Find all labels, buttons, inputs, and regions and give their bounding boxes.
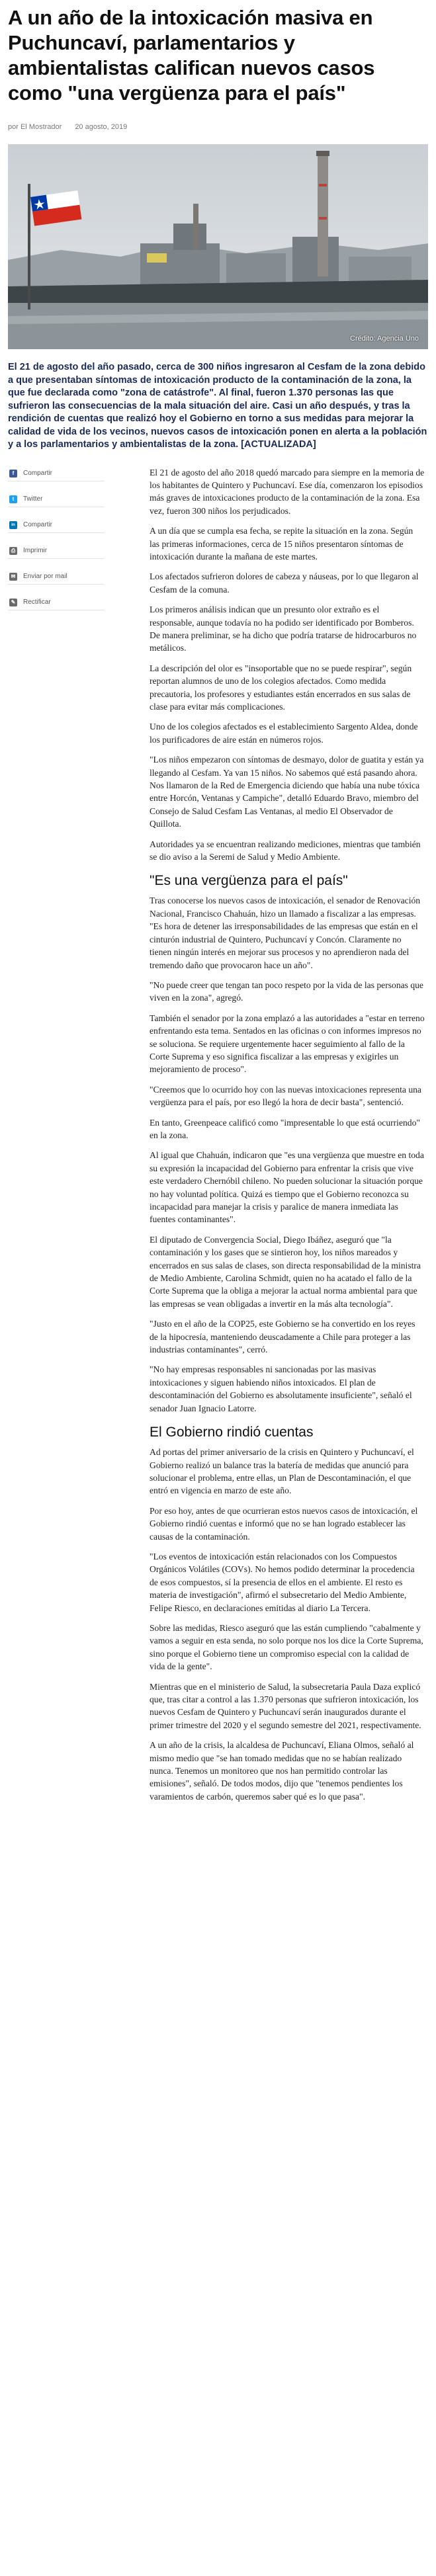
body-paragraph: Los primeros análisis indican que un presunto olor extraño es el responsable, aunque todavía no ha podido ser identificado por Bomberos. De manera preliminar, se ha dicho que podría tratarse de hidrocarburos no metálicos. — [150, 604, 417, 653]
share-item-linkedin[interactable] — [8, 518, 105, 533]
share-label: Twitter — [23, 495, 43, 503]
body-paragraph: Al igual que Chahuán, indicaron que "es una vergüenza que muestre en toda su expresión la incapacidad del Gobierno para enfrentar la crisis que vive este verdadero Chernóbil chileno. No pueden solucionar la situación porque no hay voluntad política. Quizá es tiempo que el Gobierno reconozca su incapacidad para manejar la crisis y paralice de manera inmediata las fuentes contaminantes". — [150, 1150, 424, 1225]
body-paragraph: El diputado de Convergencia Social, Diego Ibáñez, aseguró que "la contaminación y los gases que se sintieron hoy, los niños mareados y encerrados en sus salas de clases, son directa responsabilidad de la ministra de Medio Ambiente, Carolina Schmidt, quien no ha acatado el fallo de la Corte Suprema que la obliga a mejorar la actual norma ambiental para que las empresas se vean obligadas a invertir en la más alta tecnología". — [150, 1234, 421, 1309]
content-area — [0, 466, 436, 1804]
body-paragraph: El 21 de agosto del año 2018 quedó marcado para siempre en la memoria de los habitantes de Quintero y Puchuncaví. Ese día, comenzaron los episodios más graves de intoxicaciones producto de la contaminación de la zona. Esa vez, fueron 300 niños los perjudicados. — [150, 467, 425, 516]
share-label: Imprimir — [23, 547, 48, 554]
body-paragraph: Los afectados sufrieron dolores de cabeza y náuseas, por lo que llegaron al Cesfam de la comuna. — [150, 571, 419, 595]
body-paragraph: A un año de la crisis, la alcaldesa de Puchuncaví, Eliana Olmos, señaló al mismo medio que "se han tomado medidas que no se habían realizado nunca. Tenemos un monitoreo que nos han permitido controlar las emisiones", señaló. De todos modos, dijo que "tenemos pendientes los varamientos de carbón, queremos saber qué es lo que pasa". — [150, 1740, 414, 1802]
body-paragraph: En tanto, Greenpeace calificó como "impresentable lo que está ocurriendo" en la zona. — [150, 1117, 420, 1140]
mail-icon: ✉ — [9, 573, 17, 581]
share-sidebar — [8, 466, 105, 621]
byline-date: 20 agosto, 2019 — [75, 123, 128, 131]
lead-paragraph: El 21 de agosto del año pasado, cerca de 300 niños ingresaron al Cesfam de la zona debido a que presentaban síntomas de intoxicación producto de la contaminación de la zona, la que fue declarada como "zona de catástrofe". Al final, fueron 1.370 personas las que sufrieron las consecuencias de la mala situación del aire. Casi un año después, y tras la rendición de cuentas que realizó hoy el Gobierno en torno a sus medidas para mejorar la calidad de vida de los vecinos, nuevos casos de intoxicación ponen en alerta a la población y a los parlamentarios y ambientalistas de la zona. [ACTUALIZADA] — [8, 362, 427, 450]
body-paragraph: "Los eventos de intoxicación están relacionados con los Compuestos Orgánicos Volátiles (COVs). No hemos podido determinar la procedencia de esos compuestos, sí la presencia de ellos en el ambiente. El resto es materia de investigación", afirmó el subsecretario del Medio Ambiente, Felipe Riesco, en declaraciones emitidas al diario La Tercera. — [150, 1551, 415, 1613]
byline — [8, 123, 428, 131]
body-paragraph: Ad portas del primer aniversario de la crisis en Quintero y Puchuncaví, el Gobierno realizó un balance tras la batería de medidas que anunció para solucionar el problema, entre ellas, un Plan de Descontaminación, el que entró en vigencia en marzo de este año. — [150, 1447, 414, 1496]
share-label: Enviar por mail — [23, 573, 67, 580]
body-paragraph: Por eso hoy, antes de que ocurrieran estos nuevos casos de intoxicación, el Gobierno rindió cuentas e informó que no se han logrado establecer las causas de la contaminación. — [150, 1505, 418, 1542]
body-paragraph: "No puede creer que tengan tan poco respeto por la vida de las personas que viven en la zona", agregó. — [150, 979, 423, 1003]
body-paragraph: La descripción del olor es "insoportable que no se puede respirar", según reportan alumnos de uno de los colegios afectados. Como medida precautoria, los profesores y estudiantes están encerrados en sus salas de clase para evitar más complicaciones. — [150, 663, 412, 712]
article-title: A un año de la intoxicación masiva en Puchuncaví, parlamentarios y ambientalistas califican nuevos casos como "una vergüenza para el país" — [8, 6, 375, 104]
hero-image-photo — [8, 144, 428, 349]
article-body — [150, 466, 425, 1804]
share-label: Rectificar — [23, 599, 51, 606]
facebook-icon: f — [9, 470, 17, 478]
body-paragraph: Uno de los colegios afectados es el establecimiento Sargento Aldea, donde los purificadores de aire están en números rojos. — [150, 722, 418, 745]
share-item-mail[interactable] — [8, 569, 105, 585]
image-credit: Crédito: Agencia Uno — [350, 335, 419, 343]
body-paragraph: A un día que se cumpla esa fecha, se repite la situación en la zona. Según las primeras informaciones, cerca de 15 niños presentaron síntomas de intoxicación durante la mañana de este martes. — [150, 526, 414, 561]
share-item-print[interactable] — [8, 544, 105, 559]
print-icon: ⎙ — [9, 547, 17, 555]
byline-author[interactable]: por El Mostrador — [8, 123, 62, 131]
share-label: Compartir — [23, 470, 52, 477]
share-item-rectify[interactable] — [8, 595, 105, 610]
hero-image — [8, 144, 428, 349]
share-item-facebook[interactable] — [8, 466, 105, 481]
body-paragraph: "No hay empresas responsables ni sancionadas por las masivas intoxicaciones y siguen habiendo niños intoxicados. El plan de descontaminación del Gobierno es absolutamente insuficiente", señaló el senador Juan Ignacio Latorre. — [150, 1364, 412, 1413]
linkedin-icon: in — [9, 521, 17, 529]
body-paragraph: "Justo en el año de la COP25, este Gobierno se ha convertido en los reyes de la hipocresía, manteniendo deuscadamente a Chile para proteger a las industrias contaminantes", cerró. — [150, 1319, 415, 1355]
twitter-icon: t — [9, 495, 17, 503]
body-paragraph: Autoridades ya se encuentran realizando mediciones, mientras que también se dio aviso a la Seremi de Salud y Medio Ambiente. — [150, 839, 421, 862]
share-item-twitter[interactable] — [8, 492, 105, 507]
body-paragraph: "Los niños empezaron con síntomas de desmayo, dolor de guatita y están ya llegando al Cesfam. Ya van 15 niños. No sabemos qué está pasando ahora. Nos llamaron de la Red de Emergencia diciendo que había una nube tóxica entre Horcón, Ventanas y Campiche", detalló Eduardo Bravo, miembro del Consejo de Salud Cesfam Las Ventanas, al medio El Observador de Quillota. — [150, 755, 424, 829]
edit-icon: ✎ — [9, 599, 17, 606]
section-heading: El Gobierno rindió cuentas — [150, 1425, 314, 1440]
body-paragraph: Tras conocerse los nuevos casos de intoxicación, el senador de Renovación Nacional, Francisco Chahuán, hizo un llamado a fiscalizar a las empresas. "Es hora de detener las irresponsabilidades de las empresas que están en el cinturón industrial de Quintero, Puchuncaví y Concón. Claramente no tienen ningún interés en mejorar sus procesos y no aprendieron nada del tremendo daño que provocaron hace un año". — [150, 895, 421, 970]
body-paragraph: Mientras que en el ministerio de Salud, la subsecretaria Paula Daza explicó que, tras citar a control a las 1.370 personas que sufrieron intoxicación, los nuevos Cesfam de Quintero y Puchuncaví serán inaugurados durante el primer trimestre del 2020 y el segundo semestre del 2021, respectivamente. — [150, 1681, 421, 1730]
section-heading: "Es una vergüenza para el país" — [150, 873, 348, 889]
body-paragraph: También el senador por la zona emplazó a las autoridades a "estar en terreno enfrentando esta tema. Sentados en las oficinas o con informes impresos no se soluciona. Se requiere urgentemente hacer seguimiento al fallo de la Corte Suprema y eso significa fiscalizar a las empresas y exigirles un mejoramiento de proceso". — [150, 1013, 425, 1075]
share-label: Compartir — [23, 521, 52, 528]
body-paragraph: Sobre las medidas, Riesco aseguró que las están cumpliendo "cabalmente y vamos a seguir en esta senda, no solo porque nos los dice la Corte Suprema, sino porque el Gobierno tiene un compromiso especial con la calidad de vida de la gente". — [150, 1622, 423, 1672]
body-paragraph: "Creemos que lo ocurrido hoy con las nuevas intoxicaciones representa una vergüenza para el país, por eso llegó la hora de decir basta", sentenció. — [150, 1084, 421, 1108]
